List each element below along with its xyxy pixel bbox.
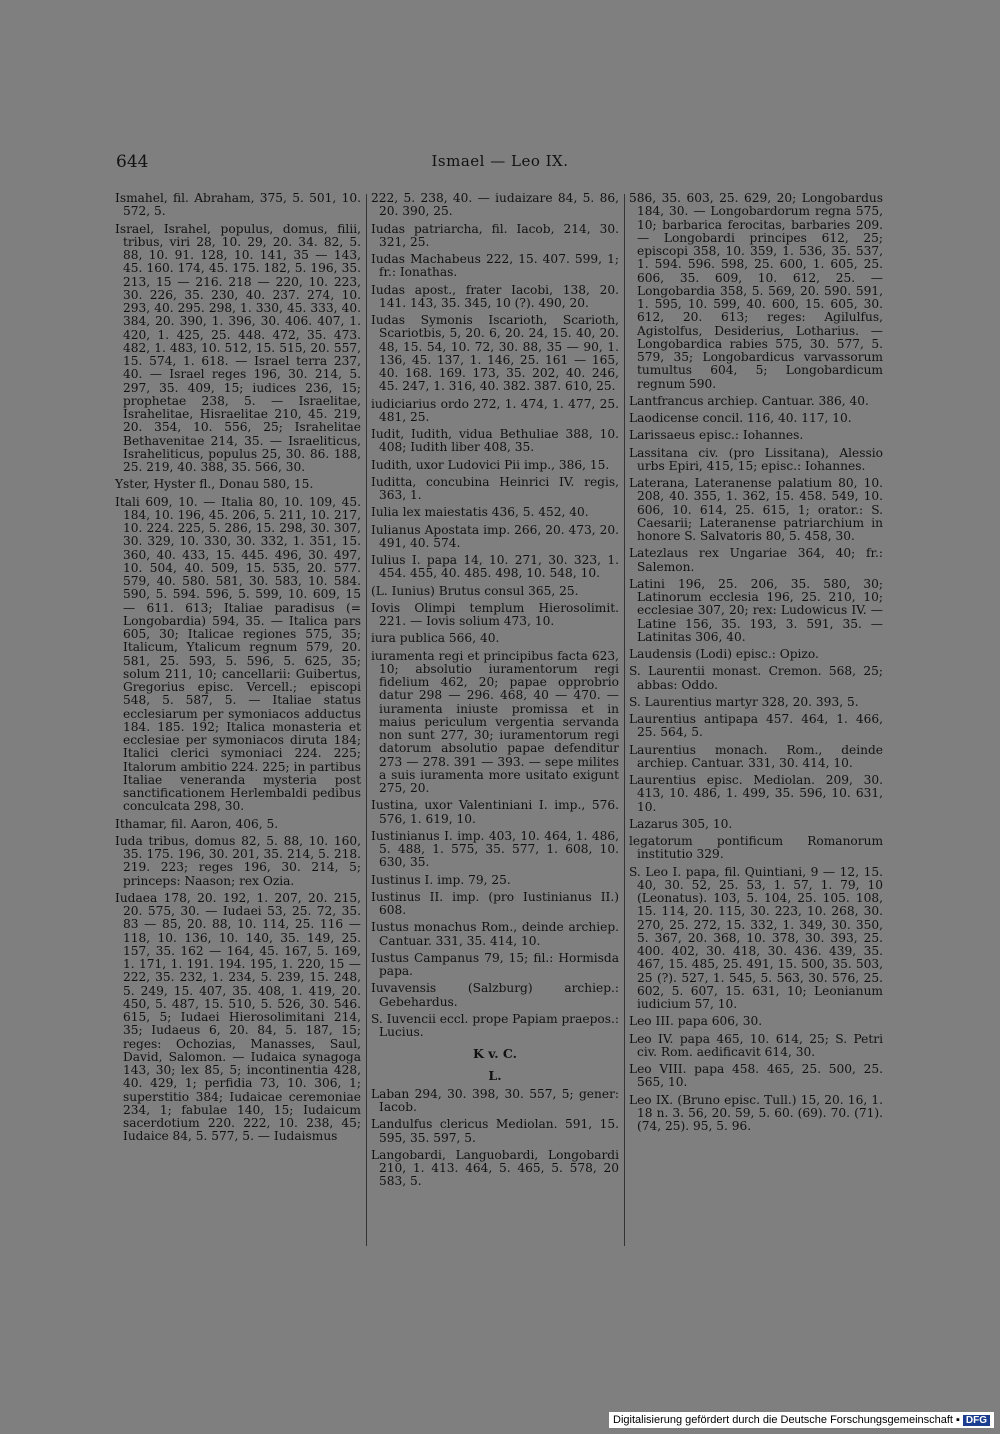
page-header bbox=[116, 152, 884, 174]
index-entry: Leo VIII. papa 458. 465, 25. 500, 25. 565, 10. bbox=[629, 1062, 883, 1090]
column-rule-1 bbox=[366, 194, 367, 1246]
index-entry: Latini 196, 25. 206, 35. 580, 30; Latinorum ecclesia 196, 25. 210, 10; ecclesiae 307, 20; rex: Ludowicus IV. — Latine 156, 35. 193, 3. 591, 35. — Latinitas 306, 40. bbox=[629, 576, 883, 644]
index-entry: Ismahel, fil. Abraham, 375, 5. 501, 10. 572, 5. bbox=[115, 191, 361, 219]
column-rule-2 bbox=[624, 194, 625, 1246]
index-entry: Itali 609, 10. — Italia 80, 10. 109, 45. 184, 10. 196, 45. 206, 5. 211, 10. 217, 10. 224. 225, 5. 286, 15. 298, 30. 307, 30. 329, 10. 330, 30. 332, 1. 351, 15. 360, 40. 433, 15. 445. 496, 30. 497, 10. 504, 40. 509, 15. 535, 20. 577. 579, 40. 580. 581, 30. 583, 10. 584. 590, 5. 594. 596, 5. 599, 10. 609, 15 — 611. 613; Italiae paradisus (= Longobardia) 594, 35. — Italica pars 605, 30; Italicae regiones 575, 35; Italicum, Ytalicum regnum 579, 20. 581, 25. 593, 5. 596, 5. 625, 35; solum 211, 10; cancellarii: Guibertus, Gregorius episc. Vercell.; episcopi 548, 5. 587, 5. — Italiae status ecclesiarum per symoniacos adductus 184. 185. 192; Italica monasteria et ecclesiae per symoniacos diruta 184; Italici clerici symoniaci 224. 225; Italorum ambitio 224. 225; in partibus Italiae veneranda mysteria post sanctificationem Herlembaldi pedibus conculcata 298, 30. bbox=[115, 494, 361, 814]
index-entry: Lassitana civ. (pro Lissitana), Alessio urbs Epiri, 415, 15; episc.: Iohannes. bbox=[629, 445, 883, 473]
index-entry: S. Iuvencii eccl. prope Papiam praepos.: Lucius. bbox=[371, 1011, 619, 1039]
index-entry: Leo III. papa 606, 30. bbox=[629, 1014, 763, 1029]
index-entry: Iulianus Apostata imp. 266, 20. 473, 20. 491, 40. 574. bbox=[371, 522, 619, 550]
index-entry: Laban 294, 30. 398, 30. 557, 5; gener: Iacob. bbox=[371, 1086, 619, 1114]
index-entry: (L. Iunius) Brutus consul 365, 25. bbox=[371, 583, 579, 598]
page-number: 644 bbox=[116, 152, 149, 172]
section-heading-k: K v. C. bbox=[472, 1046, 517, 1062]
index-entry: S. Leo I. papa, fil. Quintiani, 9 — 12, 15. 40, 30. 52, 25. 53, 1. 57, 1. 79, 10 (Leonatus). 103, 5. 104, 25. 105. 108, 15. 114, 20. 115, 30. 223, 10. 268, 30. 270, 25. 272, 15. 332, 1. 349, 30. 350, 5. 367, 20. 368, 10. 378, 30. 393, 25. 400. 402, 30. 418, 30. 436. 439, 35. 467, 15. 485, 25. 491, 15. 500, 35. 503, 25 (?). 527, 1. 545, 5. 563, 30. 576, 25. 602, 5. 607, 15. 631, 10; Leonianum iudicium 57, 10. bbox=[629, 864, 883, 1011]
index-entry: Laurentius episc. Mediolan. 209, 30. 413, 10. 486, 1. 499, 35. 596, 10. 631, 10. bbox=[629, 773, 883, 814]
index-column-2 bbox=[371, 192, 619, 1193]
running-title: Ismael — Leo IX. bbox=[431, 152, 569, 170]
index-entry: Leo IV. papa 465, 10. 614, 25; S. Petri civ. Rom. aedificavit 614, 30. bbox=[629, 1031, 883, 1059]
index-entry: Iudit, Iudith, vidua Bethuliae 388, 10. 408; Iudith liber 408, 35. bbox=[371, 427, 619, 455]
index-entry: Iudaea 178, 20. 192, 1. 207, 20. 215, 20. 575, 30. — Iudaei 53, 25. 72, 35. 83 — 85, 20. 88, 10. 114, 25. 116 — 118, 10. 136, 10. 140, 35. 149, 25. 157, 35. 162 — 164, 45. 167, 5. 169, 1. 171, 1. 191. 194. 195, 1. 220, 15 — 222, 35. 232, 1. 234, 5. 239, 15. 248, 5. 249, 15. 407, 35. 408, 1. 419, 20. 450, 5. 487, 15. 510, 5. 526, 30. 546. 615, 5; Iudaei Hierosolimitani 214, 35; Iudaeus 6, 20. 84, 5. 187, 15; reges: Ochozias, Manasses, Saul, David, Salomon. — Iudaica synagoga 143, 30; lex 85, 5; incontinentia 428, 40. 429, 1; perfidia 73, 10. 306, 1; superstitio 384; Iudaicae ceremoniae 234, 1; fabulae 140, 15; Iudaicum sacerdotium 220. 222, 10. 238, 45; Iudaice 84, 5. 577, 5. — Iudaismus bbox=[115, 890, 361, 1144]
index-entry: Iustina, uxor Valentiniani I. imp., 576. 576, 1. 619, 10. bbox=[371, 798, 619, 826]
dfg-logo: DFG bbox=[963, 1415, 990, 1426]
index-entry: Iustinus I. imp. 79, 25. bbox=[371, 872, 511, 887]
index-entry: iuramenta regi et principibus facta 623, 10; absolutio iuramentorum regi fidelium 462, 20; papae opprobrio datur 298 — 296. 468, 40 — 470. — iuramenta iniuste promissa et in maius periculum vergentia servanda non sunt 277, 30; iuramentorum regi datorum absolutio papae defenditur 273 — 278. 391 — 393. — sepe milites a suis iuramenta more usitato exigunt 275, 20. bbox=[371, 648, 619, 795]
index-entry: Laudensis (Lodi) episc.: Opizo. bbox=[629, 647, 819, 661]
index-entry: Laurentius antipapa 457. 464, 1. 466, 25. 564, 5. bbox=[629, 712, 883, 740]
index-entry: S. Laurentii monast. Cremon. 568, 25; abbas: Oddo. bbox=[629, 664, 883, 692]
index-entry: Iustinus II. imp. (pro Iustinianus II.) 608. bbox=[371, 889, 619, 917]
index-entry: Iuda tribus, domus 82, 5. 88, 10. 160, 35. 175. 196, 30. 201, 35. 214, 5. 218. 219. 223; reges 196, 30. 214, 5; princeps: Naason; rex Ozia. bbox=[115, 833, 361, 888]
index-entry: Ithamar, fil. Aaron, 406, 5. bbox=[115, 816, 279, 831]
index-entry: legatorum pontificum Romanorum institutio 329. bbox=[629, 834, 883, 862]
index-entry: Langobardi, Languobardi, Longobardi 210, 1. 413. 464, 5. 465, 5. 578, 20 583, 5. bbox=[371, 1147, 619, 1189]
index-entry: Laurentius monach. Rom., deinde archiep. Cantuar. 331, 30. 414, 10. bbox=[629, 742, 883, 770]
index-column-3 bbox=[629, 192, 883, 1137]
index-entry: Iustus monachus Rom., deinde archiep. Cantuar. 331, 35. 414, 10. bbox=[371, 920, 619, 948]
index-entry: S. Laurentius martyr 328, 20. 393, 5. bbox=[629, 694, 859, 709]
index-entry: Iudith, uxor Ludovici Pii imp., 386, 15. bbox=[371, 457, 610, 472]
index-entry: 586, 35. 603, 25. 629, 20; Longobardus 184, 30. — Longobardorum regna 575, 10; barbarica ferocitas, barbaries 209. — Longobardi principes 612, 25; episcopi 358, 10. 359, 1. 536, 35. 537, 1. 594. 596. 598, 25. 600, 1. 605, 25. 606, 35. 609, 10. 612, 25. — Longobardia 358, 5. 569, 20. 590. 591, 1. 595, 10. 599, 40. 600, 15. 605, 30. 612, 20. 613; reges: Agilulfus, Agistolfus, Desiderius, Lotharius. — Longobardica rabies 575, 30. 577, 5. 579, 35; Longobardicus varvassorum tumultus 604, 5; Longobardicum regnum 590. bbox=[629, 191, 883, 391]
funding-footer bbox=[609, 1412, 994, 1428]
index-column-1 bbox=[115, 192, 361, 1148]
index-entry: Larissaeus episc.: Iohannes. bbox=[629, 428, 804, 443]
index-entry: Iudas Machabeus 222, 15. 407. 599, 1; fr.: Ionathas. bbox=[371, 252, 619, 280]
section-heading-l: L. bbox=[488, 1067, 502, 1083]
index-entry: iudiciarius ordo 272, 1. 474, 1. 477, 25. 481, 25. bbox=[371, 396, 619, 424]
index-entry: Lazarus 305, 10. bbox=[629, 816, 733, 831]
index-entry: iura publica 566, 40. bbox=[371, 631, 500, 646]
index-entry: Iustus Campanus 79, 15; fil.: Hormisda papa. bbox=[371, 950, 619, 978]
index-entry: Leo IX. (Bruno episc. Tull.) 15, 20. 16, 1. 18 n. 3. 56, 20. 59, 5. 60. (69). 70. (71). (74, 25). 95, 5. 96. bbox=[629, 1092, 883, 1133]
index-entry: 222, 5. 238, 40. — iudaizare 84, 5. 86, 20. 390, 25. bbox=[371, 191, 619, 219]
index-entry: Iustinianus I. imp. 403, 10. 464, 1. 486, 5. 488, 1. 575, 35. 577, 1. 608, 10. 630, 35. bbox=[371, 828, 619, 870]
index-entry: Iulius I. papa 14, 10. 271, 30. 323, 1. 454. 455, 40. 485. 498, 10. 548, 10. bbox=[371, 553, 619, 581]
index-entry: Iudas patriarcha, fil. Iacob, 214, 30. 321, 25. bbox=[371, 221, 619, 249]
index-entry: Laterana, Lateranense palatium 80, 10. 208, 40. 355, 1. 362, 15. 458. 549, 10. 606, 10. 614, 25. 615, 1; orator.: S. Caesarii; Lateranense patriarchium in honore S. Salvatoris 80, 5. 458, 30. bbox=[629, 476, 883, 543]
index-entry: Iudas apost., frater Iacobi, 138, 20. 141. 143, 35. 345, 10 (?). 490, 20. bbox=[371, 282, 619, 310]
index-entry: Lantfrancus archiep. Cantuar. 386, 40. bbox=[629, 393, 869, 408]
footer-text: Digitalisierung gefördert durch die Deutsche Forschungsgemeinschaft bbox=[613, 1414, 953, 1426]
index-entry: Iuditta, concubina Heinrici IV. regis, 363, 1. bbox=[371, 474, 619, 502]
index-entry: Iulia lex maiestatis 436, 5. 452, 40. bbox=[371, 505, 589, 520]
index-entry: Israel, Israhel, populus, domus, filii, tribus, viri 28, 10. 29, 20. 34. 82, 5. 88, 10. 91. 128, 10. 141, 35 — 143, 45. 160. 174, 45. 175. 182, 5. 196, 35. 213, 15 — 216. 218 — 220, 10. 223, 30. 226, 35. 230, 40. 237. 274, 10. 293, 40. 295. 298, 1. 330, 45. 333, 40. 384, 20. 390, 1. 396, 30. 406. 407, 1. 420, 1. 425, 25. 448. 472, 35. 473. 482, 1. 483, 10. 512, 15. 515, 20. 557, 15. 574, 1. 618. — Israel terra 237, 40. — Israel reges 196, 30. 214, 5. 297, 35. 409, 15; iudices 236, 15; prophetae 238, 5. — Israelitae, Israhelitae, Hisraelitae 210, 45. 219, 20. 354, 10. 556, 25; Israhelitae Bethavenitae 214, 35. — Israeliticus, Israheliticus, populus 25, 30. 86. 188, 25. 219, 40. 388, 35. 566, 30. bbox=[115, 221, 361, 474]
footer-separator: ▪ bbox=[955, 1414, 960, 1426]
index-entry: Laodicense concil. 116, 40. 117, 10. bbox=[629, 411, 852, 425]
index-entry: Iuvavensis (Salzburg) archiep.: Gebehardus. bbox=[371, 981, 619, 1009]
index-entry: Landulfus clericus Mediolan. 591, 15. 595, 35. 597, 5. bbox=[371, 1117, 619, 1145]
index-entry: Iudas Symonis Iscarioth, Scarioth, Scariotbis, 5, 20. 6, 20. 24, 15. 40, 20. 48, 15. 54, 10. 72, 30. 88, 35 — 90, 1. 136, 45. 137, 1. 146, 25. 161 — 165, 40. 168. 169. 173, 35. 202, 40. 246, 45. 247, 1. 316, 40. 382. 387. 610, 25. bbox=[371, 313, 619, 394]
index-entry: Iovis Olimpi templum Hierosolimit. 221. — Iovis solium 473, 10. bbox=[371, 600, 619, 628]
index-entry: Yster, Hyster fl., Donau 580, 15. bbox=[115, 477, 314, 492]
index-entry: Latezlaus rex Ungariae 364, 40; fr.: Salemon. bbox=[629, 546, 883, 574]
